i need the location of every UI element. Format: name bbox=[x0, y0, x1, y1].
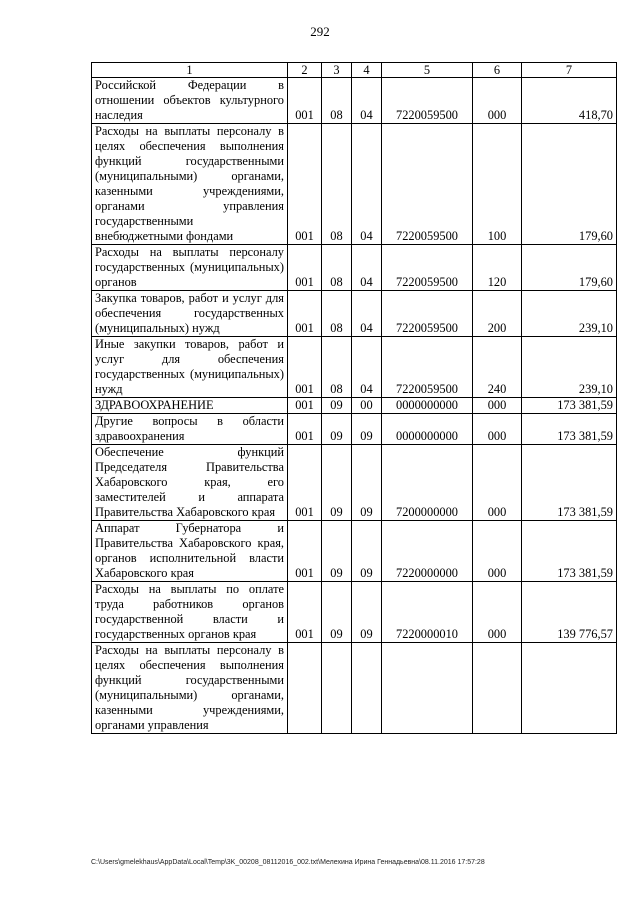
row-col-7: 239,10 bbox=[522, 291, 617, 337]
row-col-4 bbox=[352, 643, 382, 734]
table-row bbox=[92, 398, 617, 414]
header-col-1: 1 bbox=[92, 63, 288, 78]
row-col-7 bbox=[522, 643, 617, 734]
row-col-5: 0000000000 bbox=[382, 398, 473, 414]
row-col-6: 240 bbox=[473, 337, 522, 398]
row-col-6: 000 bbox=[473, 414, 522, 445]
row-name: Закупка товаров, работ и услуг для обеспечения государственных (муниципальных) нужд bbox=[92, 291, 288, 337]
row-col-3: 09 bbox=[322, 445, 352, 521]
table-row bbox=[92, 582, 617, 643]
row-col-4: 09 bbox=[352, 414, 382, 445]
row-col-2: 001 bbox=[288, 521, 322, 582]
row-name: Расходы на выплаты персоналу в целях обеспечения выполнения функций государственными (муниципальными) органами, казенными учреждениями, органами управления государственными внебюджетными фондами bbox=[92, 124, 288, 245]
table-row bbox=[92, 521, 617, 582]
row-col-3: 09 bbox=[322, 521, 352, 582]
row-col-5: 7220059500 bbox=[382, 291, 473, 337]
row-col-2: 001 bbox=[288, 124, 322, 245]
table-row bbox=[92, 414, 617, 445]
row-col-4: 00 bbox=[352, 398, 382, 414]
row-col-3 bbox=[322, 643, 352, 734]
row-col-6: 000 bbox=[473, 78, 522, 124]
row-col-3: 09 bbox=[322, 582, 352, 643]
table-row bbox=[92, 291, 617, 337]
row-col-7: 173 381,59 bbox=[522, 398, 617, 414]
header-row bbox=[92, 63, 617, 78]
row-col-2: 001 bbox=[288, 78, 322, 124]
header-col-7: 7 bbox=[522, 63, 617, 78]
row-col-2 bbox=[288, 643, 322, 734]
row-col-7: 139 776,57 bbox=[522, 582, 617, 643]
row-col-4: 09 bbox=[352, 445, 382, 521]
row-col-3: 08 bbox=[322, 78, 352, 124]
row-col-7: 179,60 bbox=[522, 245, 617, 291]
row-col-3: 08 bbox=[322, 291, 352, 337]
table-row bbox=[92, 124, 617, 245]
row-name: Другие вопросы в области здравоохранения bbox=[92, 414, 288, 445]
row-name: Иные закупки товаров, работ и услуг для обеспечения государственных (муниципальных) нужд bbox=[92, 337, 288, 398]
row-name: Аппарат Губернатора и Правительства Хабаровского края, органов исполнительной власти Хабаровского края bbox=[92, 521, 288, 582]
table-row bbox=[92, 78, 617, 124]
row-col-6: 000 bbox=[473, 398, 522, 414]
row-name: Обеспечение функций Председателя Правительства Хабаровского края, его заместителей и аппарата Правительства Хабаровского края bbox=[92, 445, 288, 521]
row-col-2: 001 bbox=[288, 245, 322, 291]
table-row bbox=[92, 337, 617, 398]
row-name: Расходы на выплаты персоналу государственных (муниципальных) органов bbox=[92, 245, 288, 291]
row-col-4: 04 bbox=[352, 291, 382, 337]
row-col-6: 000 bbox=[473, 521, 522, 582]
row-col-5 bbox=[382, 643, 473, 734]
row-col-2: 001 bbox=[288, 337, 322, 398]
row-col-2: 001 bbox=[288, 291, 322, 337]
row-col-7: 173 381,59 bbox=[522, 521, 617, 582]
row-name: ЗДРАВООХРАНЕНИЕ bbox=[92, 398, 288, 414]
row-col-5: 7200000000 bbox=[382, 445, 473, 521]
row-col-4: 04 bbox=[352, 245, 382, 291]
row-col-6: 120 bbox=[473, 245, 522, 291]
row-col-6: 200 bbox=[473, 291, 522, 337]
row-col-5: 0000000000 bbox=[382, 414, 473, 445]
header-col-2: 2 bbox=[288, 63, 322, 78]
row-name: Расходы на выплаты по оплате труда работников органов государственной власти и государственных органов края bbox=[92, 582, 288, 643]
header-col-6: 6 bbox=[473, 63, 522, 78]
row-col-6: 000 bbox=[473, 445, 522, 521]
table-row bbox=[92, 245, 617, 291]
table-row bbox=[92, 445, 617, 521]
page-number: 292 bbox=[310, 24, 330, 39]
row-col-2: 001 bbox=[288, 414, 322, 445]
row-col-4: 09 bbox=[352, 582, 382, 643]
row-col-6: 000 bbox=[473, 582, 522, 643]
row-col-7: 173 381,59 bbox=[522, 414, 617, 445]
table-row bbox=[92, 643, 617, 734]
budget-table bbox=[91, 62, 617, 734]
row-col-3: 08 bbox=[322, 337, 352, 398]
row-col-7: 173 381,59 bbox=[522, 445, 617, 521]
row-col-2: 001 bbox=[288, 582, 322, 643]
row-col-6 bbox=[473, 643, 522, 734]
row-col-4: 04 bbox=[352, 337, 382, 398]
row-col-4: 09 bbox=[352, 521, 382, 582]
row-col-5: 7220000010 bbox=[382, 582, 473, 643]
row-col-7: 239,10 bbox=[522, 337, 617, 398]
row-name: Российской Федерации в отношении объектов культурного наследия bbox=[92, 78, 288, 124]
row-col-5: 7220059500 bbox=[382, 124, 473, 245]
row-col-5: 7220059500 bbox=[382, 337, 473, 398]
header-col-3: 3 bbox=[322, 63, 352, 78]
row-col-7: 418,70 bbox=[522, 78, 617, 124]
row-col-3: 08 bbox=[322, 245, 352, 291]
row-col-5: 7220000000 bbox=[382, 521, 473, 582]
row-name: Расходы на выплаты персоналу в целях обеспечения выполнения функций государственными (муниципальными) органами, казенными учреждениями, органами управления bbox=[92, 643, 288, 734]
row-col-5: 7220059500 bbox=[382, 78, 473, 124]
row-col-2: 001 bbox=[288, 398, 322, 414]
row-col-3: 09 bbox=[322, 398, 352, 414]
row-col-3: 09 bbox=[322, 414, 352, 445]
row-col-3: 08 bbox=[322, 124, 352, 245]
row-col-4: 04 bbox=[352, 124, 382, 245]
row-col-4: 04 bbox=[352, 78, 382, 124]
header-col-5: 5 bbox=[382, 63, 473, 78]
row-col-6: 100 bbox=[473, 124, 522, 245]
row-col-7: 179,60 bbox=[522, 124, 617, 245]
header-col-4: 4 bbox=[352, 63, 382, 78]
file-path-footer: C:\Users\gmelekhaus\AppData\Local\Temp\3K_00208_08112016_002.txt\Мелехина Ирина Геннадьевна\08.11.2016 17:57:28 bbox=[91, 859, 485, 866]
row-col-2: 001 bbox=[288, 445, 322, 521]
row-col-5: 7220059500 bbox=[382, 245, 473, 291]
